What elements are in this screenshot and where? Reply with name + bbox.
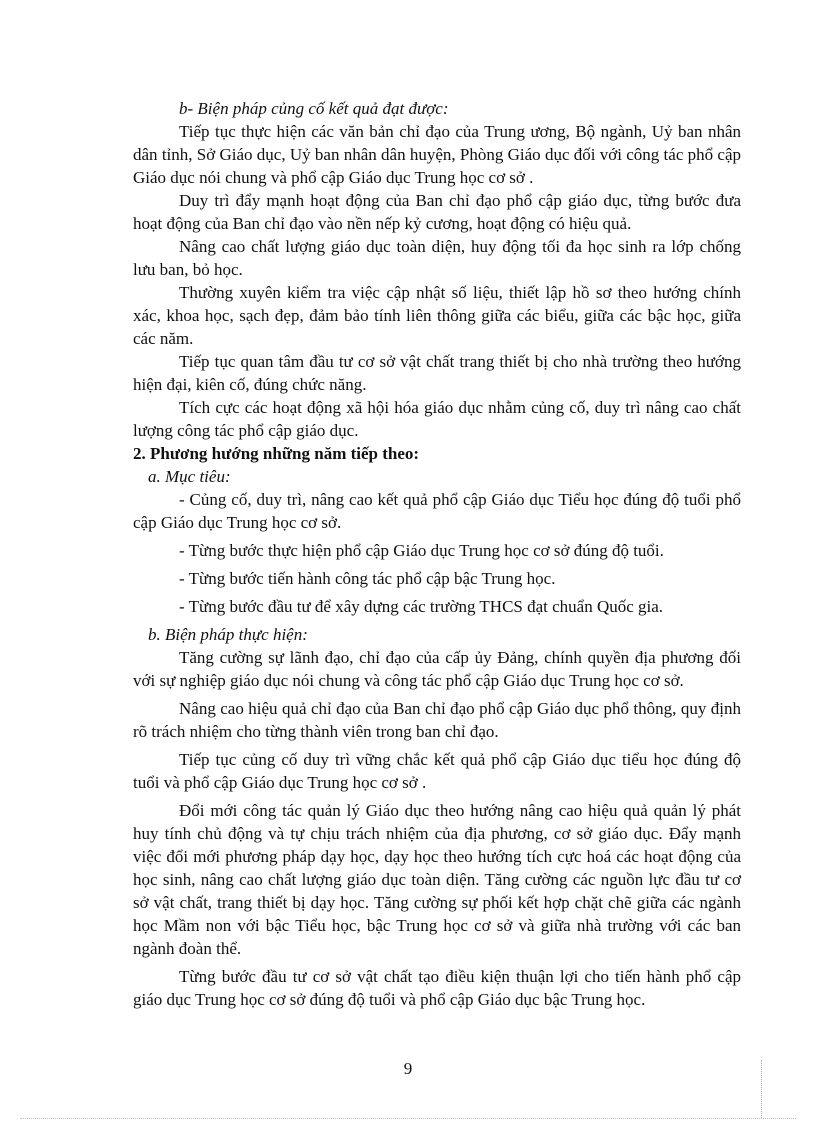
paragraph: Tiếp tục thực hiện các văn bản chỉ đạo của Trung ương, Bộ ngành, Uỷ ban nhân dân tỉnh, Sở Giáo dục, Uỷ ban nhân dân huyện, Phòng Giáo dục đối với công tác phổ cập Giáo dục nói chung và phổ cập Giáo dục Trung học cơ sở .	[133, 122, 741, 187]
section-a-heading: a. Mục tiêu:	[148, 467, 231, 486]
section-b2-heading: b. Biện pháp thực hiện:	[148, 625, 308, 644]
paragraph: Tăng cường sự lãnh đạo, chỉ đạo của cấp ủy Đảng, chính quyền địa phương đối với sự nghiệp giáo dục nói chung và công tác phổ cập Giáo dục Trung học cơ sở.	[133, 648, 741, 690]
section-b1-heading: b- Biện pháp củng cố kết quả đạt được:	[179, 99, 449, 118]
paragraph: Tiếp tục củng cố duy trì vững chắc kết quả phổ cập Giáo dục tiểu học đúng độ tuổi và phổ cập Giáo dục Trung học cơ sở .	[133, 750, 741, 792]
paragraph: Duy trì đẩy mạnh hoạt động của Ban chỉ đạo phổ cập giáo dục, từng bước đưa hoạt động của Ban chỉ đạo vào nền nếp kỷ cương, hoạt động có hiệu quả.	[133, 191, 741, 233]
section-2-heading: 2. Phương hướng những năm tiếp theo:	[133, 444, 420, 463]
paragraph: Từng bước đầu tư cơ sở vật chất tạo điều kiện thuận lợi cho tiến hành phổ cập giáo dục Trung học cơ sở đúng độ tuổi và phổ cập Giáo dục bậc Trung học.	[133, 967, 741, 1009]
list-item: - Củng cố, duy trì, nâng cao kết quả phổ cập Giáo dục Tiểu học đúng độ tuổi phổ cập Giáo dục Trung học cơ sở.	[133, 490, 741, 532]
list-item: - Từng bước tiến hành công tác phổ cập bậc Trung học.	[179, 569, 556, 588]
margin-guide-horizontal	[20, 1118, 796, 1119]
page-number: 9	[403, 1059, 413, 1078]
paragraph: Đổi mới công tác quản lý Giáo dục theo hướng nâng cao hiệu quả quản lý phát huy tính chủ động và tự chịu trách nhiệm của địa phương, cơ sở giáo dục. Đẩy mạnh việc đổi mới phương pháp dạy học, dạy học theo hướng tích cực hoá các hoạt động của học sinh, nâng cao chất lượng giáo dục toàn diện. Tăng cường các nguồn lực đầu tư cơ sở vật chất, trang thiết bị dạy học. Tăng cường sự phối kết hợp chặt chẽ giữa các ngành học Mầm non với bậc Tiểu học, bậc Trung học cơ sở và giữa nhà trường với các ban ngành đoàn thể.	[133, 801, 741, 958]
paragraph: Nâng cao hiệu quả chỉ đạo của Ban chỉ đạo phổ cập Giáo dục phổ thông, quy định rõ trách nhiệm cho từng thành viên trong ban chỉ đạo.	[133, 699, 741, 741]
paragraph: Tích cực các hoạt động xã hội hóa giáo dục nhằm củng cố, duy trì nâng cao chất lượng công tác phổ cập giáo dục.	[133, 398, 741, 440]
list-item: - Từng bước đầu tư để xây dựng các trường THCS đạt chuẩn Quốc gia.	[179, 597, 664, 616]
paragraph: Thường xuyên kiểm tra việc cập nhật số liệu, thiết lập hồ sơ theo hướng chính xác, khoa học, sạch đẹp, đảm bảo tính liên thông giữa các biểu, giữa các bậc học, giữa các năm.	[133, 283, 741, 348]
margin-guide-vertical	[761, 1060, 762, 1118]
paragraph: Nâng cao chất lượng giáo dục toàn diện, huy động tối đa học sinh ra lớp chống lưu ban, bỏ học.	[133, 237, 741, 279]
list-item: - Từng bước thực hiện phổ cập Giáo dục Trung học cơ sở đúng độ tuổi.	[179, 541, 664, 560]
document-body	[133, 97, 741, 1011]
paragraph: Tiếp tục quan tâm đầu tư cơ sở vật chất trang thiết bị cho nhà trường theo hướng hiện đại, kiên cố, đúng chức năng.	[133, 352, 741, 394]
